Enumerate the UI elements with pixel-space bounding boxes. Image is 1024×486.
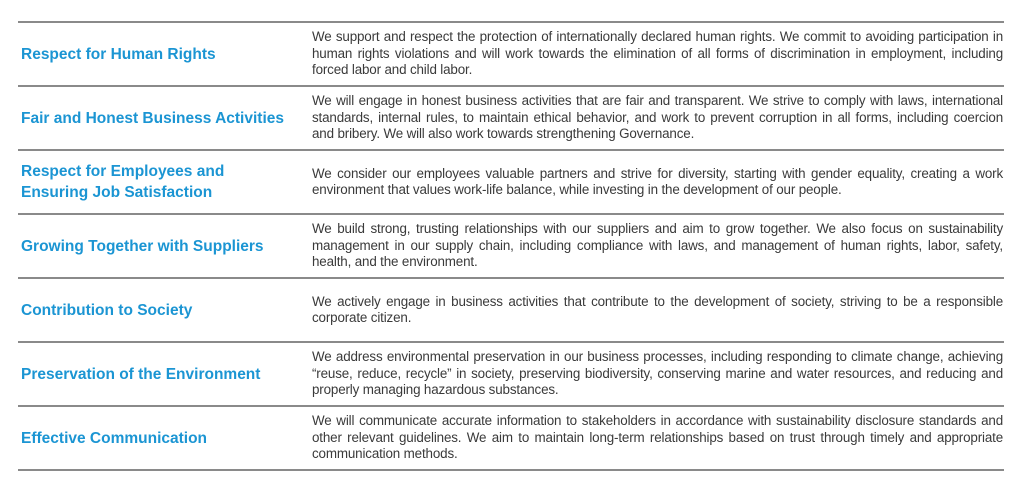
- row-title-line-1: Respect for Employees and: [21, 163, 225, 180]
- table-row-communication: [18, 407, 1004, 471]
- table-row-human-rights: [18, 23, 1004, 87]
- row-description: We build strong, trusting relationships with our suppliers and aim to grow together. We also focus on sustainability management in our supply chain, including compliance with laws, and management of human rights, labor, safety, health, and the environment.: [312, 221, 1003, 270]
- table-row-employees: [18, 151, 1004, 215]
- row-title: [18, 161, 312, 203]
- row-title: Growing Together with Suppliers: [21, 237, 264, 255]
- row-title: Fair and Honest Business Activities: [21, 109, 285, 127]
- row-title: Contribution to Society: [21, 301, 193, 319]
- row-title-line-2: Ensuring Job Satisfaction: [21, 184, 213, 201]
- row-description: We will engage in honest business activities that are fair and transparent. We strive to comply with laws, international standards, internal rules, to maintain ethical behavior, and work to prevent corruption in all forms, including coercion and bribery. We will also work towards strengthening Governance.: [312, 93, 1003, 142]
- policy-table: [18, 21, 1004, 471]
- table-row-fair-business: [18, 87, 1004, 151]
- row-title: Effective Communication: [21, 429, 208, 447]
- row-title: Preservation of the Environment: [21, 365, 261, 383]
- row-description: We address environmental preservation in our business processes, including responding to climate change, achieving “reuse, reduce, recycle” in society, preserving biodiversity, conserving marine and water resources, and reducing and properly managing hazardous substances.: [312, 349, 1003, 398]
- row-title: Respect for Human Rights: [21, 45, 216, 63]
- table-row-suppliers: [18, 215, 1004, 279]
- row-description: We consider our employees valuable partners and strive for diversity, starting with gender equality, creating a work environment that values work-life balance, while investing in the development of our people.: [312, 165, 1003, 197]
- table-row-environment: [18, 343, 1004, 407]
- row-description: We will communicate accurate information to stakeholders in accordance with sustainability disclosure standards and other relevant guidelines. We aim to maintain long-term relationships based on trust through timely and appropriate communication methods.: [312, 413, 1003, 462]
- table-row-society: [18, 279, 1004, 343]
- row-description: We actively engage in business activities that contribute to the development of society, striving to be a responsible corporate citizen.: [312, 293, 1003, 325]
- row-description: We support and respect the protection of internationally declared human rights. We commit to avoiding participation in human rights violations and will work towards the elimination of all forms of discrimination in employment, including forced labor and child labor.: [312, 29, 1003, 78]
